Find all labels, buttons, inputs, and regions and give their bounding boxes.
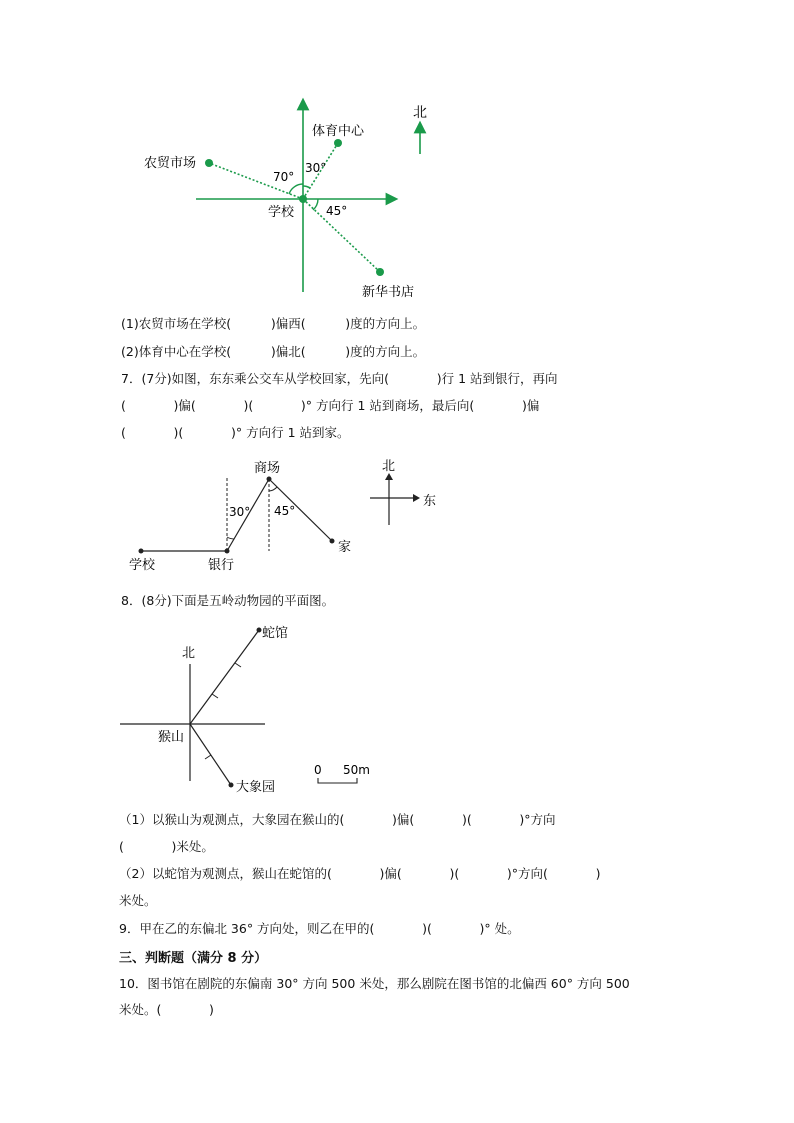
fig3-point-elephant <box>229 783 234 788</box>
q8-sub-1-line-b: ( )米处。 <box>119 839 214 854</box>
fig1-label-bookstore: 新华书店 <box>362 285 415 300</box>
fig3-scale-bar <box>318 778 357 783</box>
fig3-tick-elephant <box>205 755 211 759</box>
fig2-label-home: 家 <box>338 540 352 555</box>
q10-line-1: 10．图书馆在剧院的东偏南 30° 方向 500 米处，那么剧院在图书馆的北偏西 60° 方向 500 <box>119 976 630 991</box>
fig3-label-elephant-park: 大象园 <box>236 780 276 795</box>
q10-line-2: 米处。( ) <box>119 1002 214 1017</box>
q7-line-1: 7．(7分)如图，东东乘公交车从学校回家，先向( )行 1 站到银行，再向 <box>121 371 558 386</box>
fig2-label-north: 北 <box>382 459 396 474</box>
fig3-tick-snake-1 <box>212 694 218 698</box>
fig1-label-angle-30: 30° <box>305 161 327 175</box>
fig1-label-north: 北 <box>413 105 427 121</box>
fig3-ray-elephant <box>190 724 231 785</box>
q8-sub-2-line-b: 米处。 <box>119 893 157 908</box>
fig3-label-scale-50: 50m <box>343 763 370 777</box>
q8-sub-2-line-a: （2）以蛇馆为观测点，猴山在蛇馆的( )偏( )( )°方向( ) <box>119 866 601 881</box>
q6-line-2: (2)体育中心在学校( )偏北( )度的方向上。 <box>121 344 426 359</box>
q8-sub-1-line-a: （1）以猴山为观测点，大象园在猴山的( )偏( )( )°方向 <box>119 812 556 827</box>
fig2-label-angle-45: 45° <box>274 504 296 518</box>
q9-text: 9．甲在乙的东偏北 36° 方向处，则乙在甲的( )( )° 处。 <box>119 921 520 936</box>
q8-title: 8．(8分)下面是五岭动物园的平面图。 <box>121 593 335 608</box>
fig1-label-angle-70: 70° <box>273 170 295 184</box>
fig1-label-angle-45: 45° <box>326 204 348 218</box>
fig2-label-mall: 商场 <box>254 461 281 476</box>
fig1-label-farmers-market: 农贸市场 <box>144 156 197 171</box>
fig2-label-east: 东 <box>423 494 437 509</box>
fig3-label-monkey-hill: 猴山 <box>158 730 185 745</box>
fig1-label-school: 学校 <box>268 205 295 220</box>
section-3-heading: 三、判断题（满分 8 分） <box>119 951 268 966</box>
fig3-tick-snake-2 <box>235 663 241 667</box>
fig2-label-bank: 银行 <box>208 558 235 573</box>
fig3-ray-snake <box>190 630 259 724</box>
fig3-point-snake <box>257 628 262 633</box>
q7-line-3: ( )( )° 方向行 1 站到家。 <box>121 425 350 440</box>
fig3-label-scale-zero: 0 <box>314 763 322 777</box>
q7-line-2: ( )偏( )( )° 方向行 1 站到商场，最后向( )偏 <box>121 398 540 413</box>
q6-line-1: (1)农贸市场在学校( )偏西( )度的方向上。 <box>121 316 426 331</box>
fig3-label-snake-house: 蛇馆 <box>262 626 289 641</box>
fig1-label-sports-center: 体育中心 <box>312 124 365 139</box>
fig2-label-school: 学校 <box>129 558 156 573</box>
fig2-label-angle-30: 30° <box>229 505 251 519</box>
fig3-label-north: 北 <box>182 646 196 661</box>
